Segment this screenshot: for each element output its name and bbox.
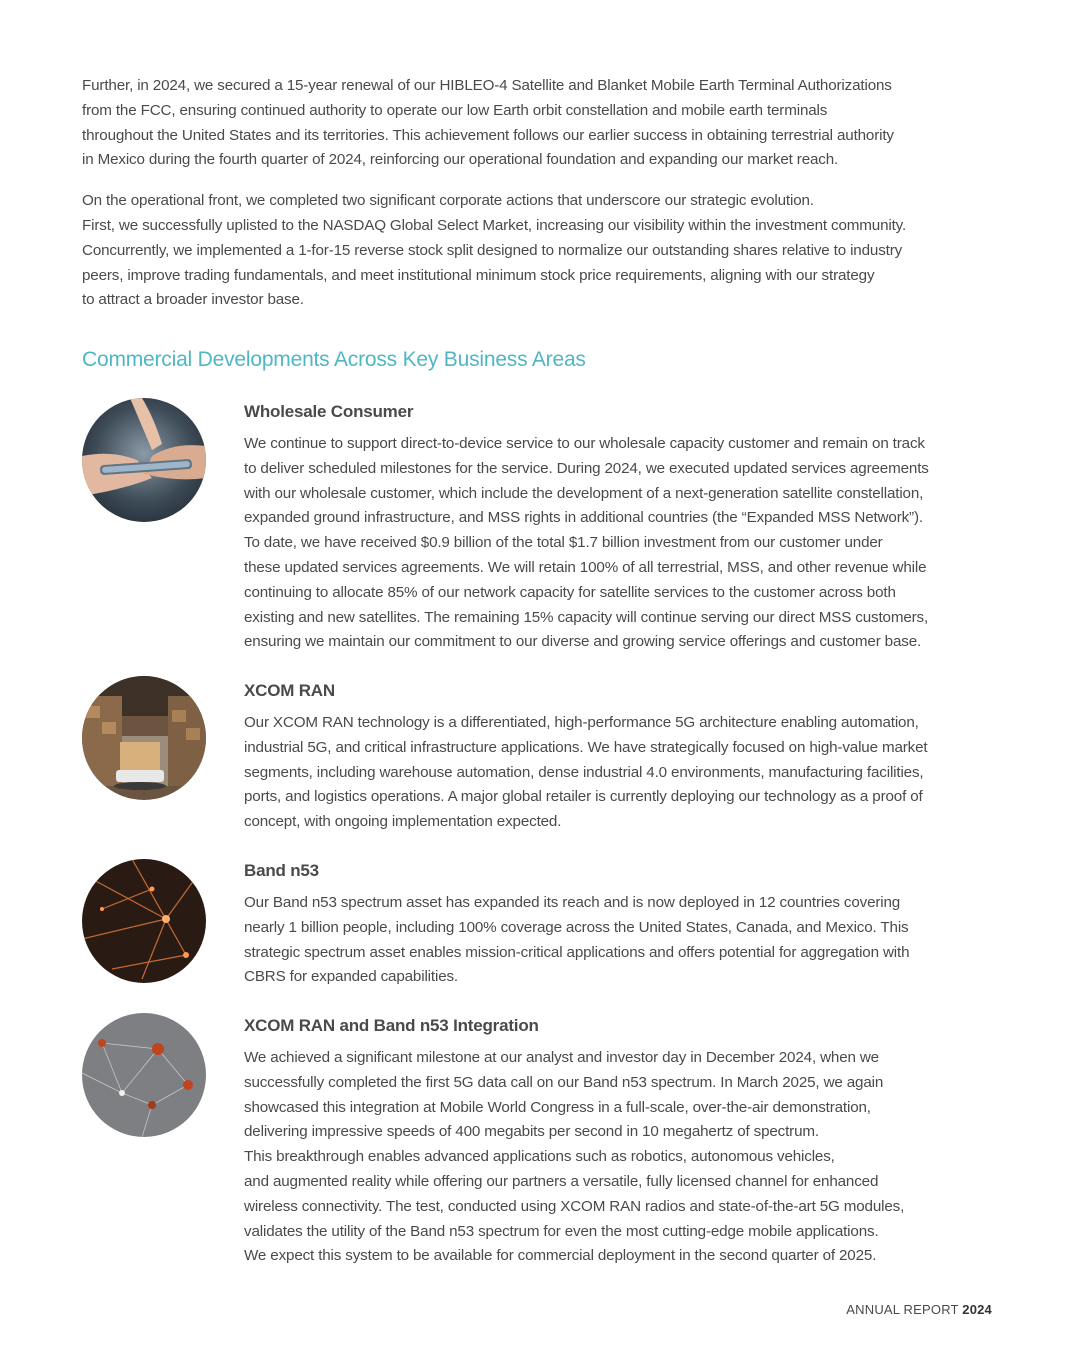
- item-heading: XCOM RAN: [244, 681, 335, 700]
- text-line: strategic spectrum asset enables mission-critical applications and offers potential for aggregation with: [244, 943, 910, 961]
- text-line: validates the utility of the Band n53 spectrum for even the most cutting-edge mobile applications.: [244, 1222, 879, 1240]
- text-line: successfully completed the first 5G data call on our Band n53 spectrum. In March 2025, we again: [244, 1073, 884, 1091]
- robotics-network-image: [82, 1013, 206, 1137]
- footer-year: 2024: [962, 1302, 992, 1317]
- text-line: To date, we have received $0.9 billion of the total $1.7 billion investment from our customer under: [244, 534, 883, 552]
- item-xcom-ran: [244, 679, 1004, 835]
- item-body: [244, 1046, 1004, 1269]
- item-heading: Band n53: [244, 861, 319, 880]
- text-line: and augmented reality while offering our partners a versatile, fully licensed channel for enhanced: [244, 1172, 879, 1190]
- warehouse-robot-image: [82, 676, 206, 800]
- text-line: Concurrently, we implemented a 1-for-15 reverse stock split designed to normalize our outstanding shares relative to industry: [82, 241, 903, 259]
- text-line: these updated services agreements. We will retain 100% of all terrestrial, MSS, and other revenue while: [244, 558, 927, 576]
- text-line: On the operational front, we completed two significant corporate actions that underscore our strategic evolution.: [82, 192, 814, 210]
- section-title: Commercial Developments Across Key Business Areas: [82, 348, 586, 371]
- footer-label: ANNUAL REPORT: [846, 1302, 959, 1317]
- network-lights-image: [82, 859, 206, 983]
- text-line: expanded ground infrastructure, and MSS rights in additional countries (the “Expanded MSS Network”).: [244, 509, 923, 527]
- text-line: nearly 1 billion people, including 100% coverage across the United States, Canada, and Mexico. This: [244, 918, 909, 936]
- intro-section: [82, 74, 992, 329]
- text-line: with our wholesale customer, which include the development of a next-generation satellite constellation,: [244, 484, 924, 502]
- text-line: ensuring we maintain our commitment to our diverse and growing service offerings and customer base.: [244, 633, 922, 651]
- text-line: Our Band n53 spectrum asset has expanded its reach and is now deployed in 12 countries covering: [244, 894, 901, 911]
- text-line: throughout the United States and its territories. This achievement follows our earlier success in obtaining terrestrial authority: [82, 126, 894, 144]
- text-line: to attract a broader investor base.: [82, 291, 304, 309]
- item-body: [244, 891, 1004, 990]
- text-line: continuing to allocate 85% of our network capacity for satellite services to the customer across both: [244, 583, 896, 601]
- text-line: showcased this integration at Mobile World Congress in a full-scale, over-the-air demonstration,: [244, 1098, 871, 1116]
- item-body: [244, 432, 1004, 655]
- text-line: segments, including warehouse automation, dense industrial 4.0 environments, manufacturing facilities,: [244, 763, 924, 781]
- item-body: [244, 711, 1004, 835]
- smartphone-hands-image: [82, 398, 206, 522]
- intro-paragraph-1: [82, 74, 992, 173]
- item-band-n53: [244, 859, 1004, 990]
- text-line: This breakthrough enables advanced applications such as robotics, autonomous vehicles,: [244, 1148, 835, 1166]
- text-line: existing and new satellites. The remaining 15% capacity will continue serving our direct MSS customers,: [244, 608, 929, 626]
- text-line: industrial 5G, and critical infrastructure applications. We have strategically focused on high-value market: [244, 738, 928, 756]
- text-line: ports, and logistics operations. A major global retailer is currently deploying our technology as a proof of: [244, 788, 923, 806]
- intro-paragraph-2: [82, 189, 992, 313]
- text-line: in Mexico during the fourth quarter of 2024, reinforcing our operational foundation and expanding our market reach.: [82, 151, 839, 169]
- item-heading: Wholesale Consumer: [244, 402, 414, 421]
- text-line: CBRS for expanded capabilities.: [244, 968, 459, 986]
- text-line: to deliver scheduled milestones for the service. During 2024, we executed updated services agreements: [244, 459, 929, 477]
- text-line: delivering impressive speeds of 400 megabits per second in 10 megahertz of spectrum.: [244, 1123, 819, 1141]
- item-heading: XCOM RAN and Band n53 Integration: [244, 1016, 539, 1035]
- text-line: Our XCOM RAN technology is a differentiated, high-performance 5G architecture enabling automation,: [244, 714, 919, 731]
- text-line: First, we successfully uplisted to the NASDAQ Global Select Market, increasing our visibility within the investment community.: [82, 216, 907, 234]
- text-line: from the FCC, ensuring continued authority to operate our low Earth orbit constellation and mobile earth terminals: [82, 101, 828, 119]
- page-footer: [846, 1302, 992, 1317]
- text-line: We continue to support direct-to-device service to our wholesale capacity customer and remain on track: [244, 435, 925, 452]
- text-line: wireless connectivity. The test, conducted using XCOM RAN radios and state-of-the-art 5G modules,: [244, 1197, 905, 1215]
- item-wholesale-consumer: [244, 400, 1004, 655]
- text-line: concept, with ongoing implementation expected.: [244, 813, 562, 831]
- text-line: peers, improve trading fundamentals, and meet institutional minimum stock price requirements, aligning with our strategy: [82, 266, 875, 284]
- text-line: Further, in 2024, we secured a 15-year renewal of our HIBLEO-4 Satellite and Blanket Mobile Earth Terminal Authorizations: [82, 77, 892, 94]
- item-xcom-ran-band-n53-integration: [244, 1014, 1004, 1269]
- text-line: We achieved a significant milestone at our analyst and investor day in December 2024, when we: [244, 1049, 879, 1066]
- text-line: We expect this system to be available for commercial deployment in the second quarter of 2025.: [244, 1247, 877, 1265]
